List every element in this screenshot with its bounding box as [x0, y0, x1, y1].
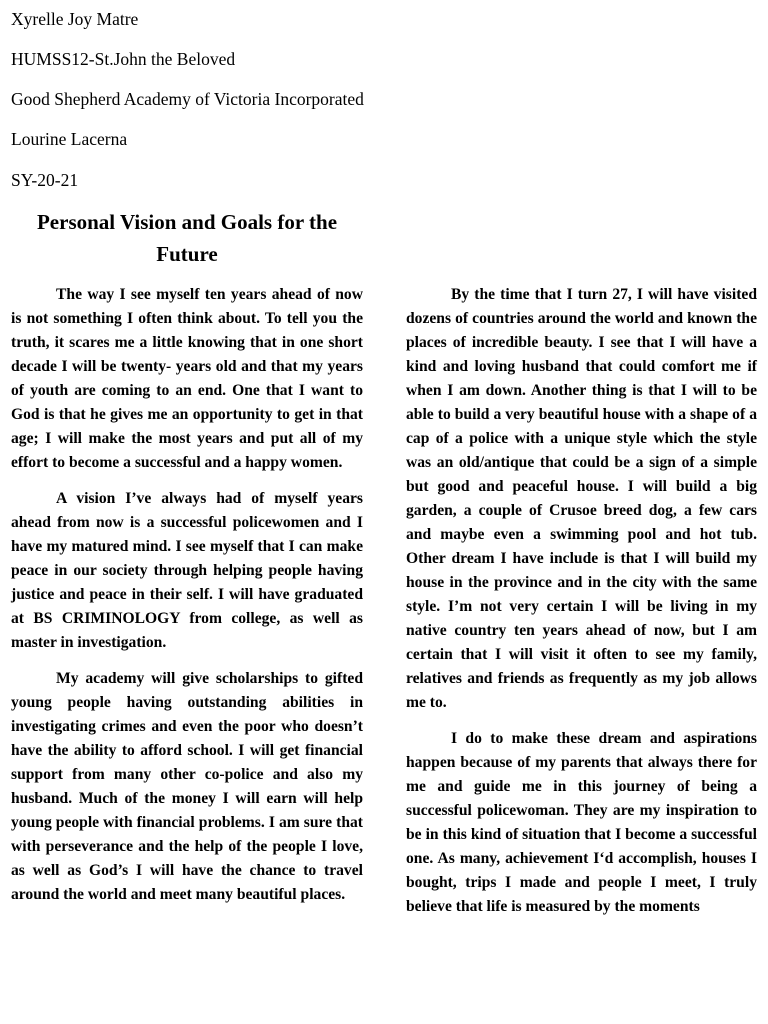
- document-title: Personal Vision and Goals for the Future: [36, 210, 338, 266]
- teacher-name: Lourine Lacerna: [11, 129, 128, 149]
- school-year: SY-20-21: [11, 170, 79, 190]
- left-column: [11, 283, 363, 919]
- paragraph-3: My academy will give scholarships to gifted young people having outstanding abilities in investigating crimes and even the poor who doesn’t have the ability to afford school. I will get financial support from many other co-police and also my husband. Much of the money I will earn will help young people with financial problems. I am sure that with perseverance and the help of the people I love, as well as God’s I will have the chance to travel around the world and meet many beautiful places.: [11, 670, 363, 903]
- class-section: HUMSS12-St.John the Beloved: [11, 49, 236, 69]
- right-column: [406, 283, 757, 931]
- author-name: Xyrelle Joy Matre: [11, 9, 139, 29]
- paragraph-1: The way I see myself ten years ahead of now is not something I often think about. To tell you the truth, it scares me a little knowing that in one short decade I will be twenty- years old and that my years of youth are coming to an end. One that I want to God is that he gives me an opportunity to get in that age; I will make the most years and put all of my effort to become a successful and a happy women.: [11, 286, 363, 471]
- paragraph-2: A vision I’ve always had of myself years ahead from now is a successful policewomen and I have my matured mind. I see myself that I can make peace in our society through helping people having justice and peace in their self. I will have graduated at BS CRIMINOLOGY from college, as well as master in investigation.: [11, 490, 363, 651]
- paragraph-4: By the time that I turn 27, I will have visited dozens of countries around the world and known the places of incredible beauty. I see that I will have a kind and loving husband that could comfort me if when I am down. Another thing is that I will to be able to build a very beautiful house with a shape of a cap of a police with a unique style which the style was an old/antique that could be a sign of a simple but good and peaceful house. I will build a big garden, a couple of Crusoe breed dog, a few cars and maybe even a swimming pool and hot tub. Other dream I have include is that I will build my house in the province and in the city with the same style. I’m not very certain I will be living in my native country ten years ahead of now, but I am certain that I will visit it often to see my family, relatives and friends as frequently as my job allows me to.: [406, 286, 757, 711]
- paragraph-5: I do to make these dream and aspirations happen because of my parents that always there for me and guide me in this journey of being a successful policewoman. They are my inspiration to be in this kind of situation that I become a successful one. As many, achievement I‘d accomplish, houses I bought, trips I made and people I meet, I truly believe that life is measured by the moments: [406, 730, 757, 915]
- school-name: Good Shepherd Academy of Victoria Incorporated: [11, 89, 364, 109]
